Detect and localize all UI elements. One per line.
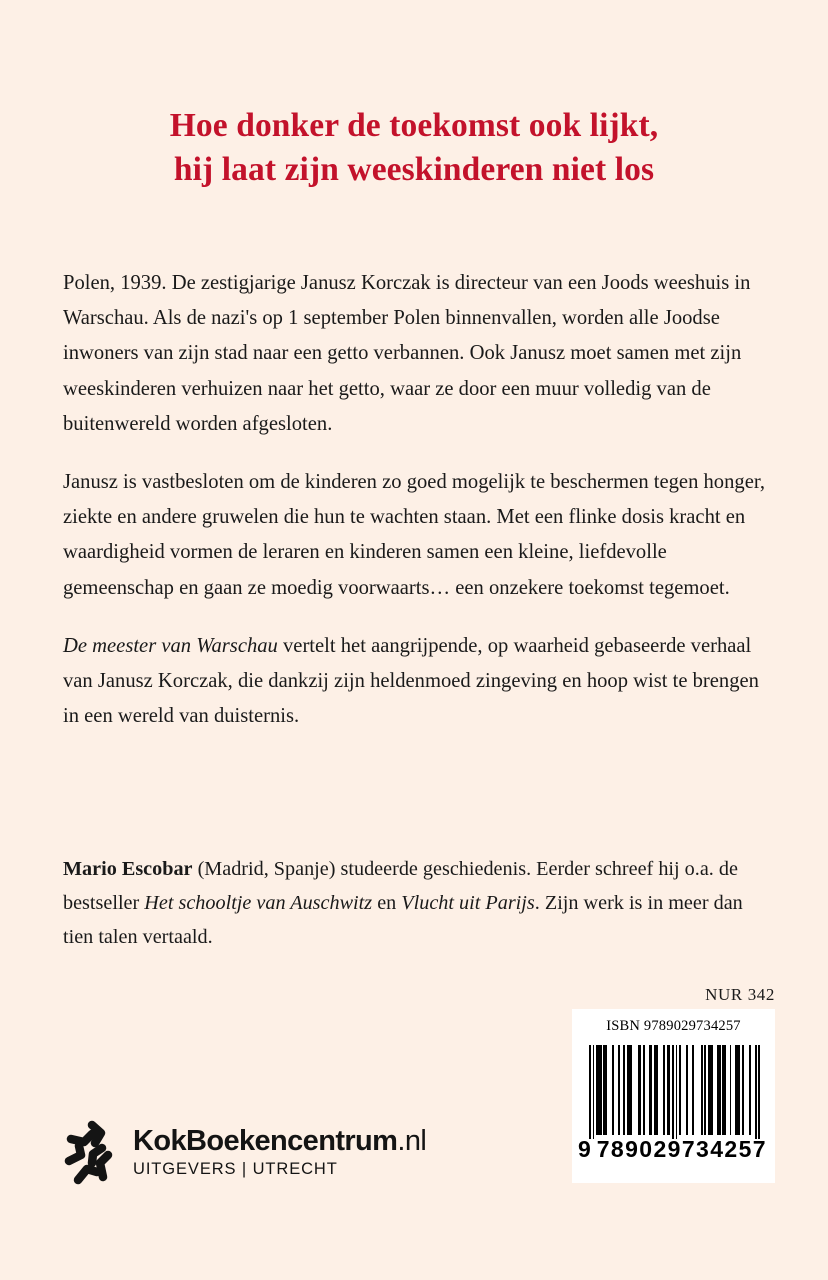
publisher-name — [133, 1124, 427, 1157]
headline-line-1: Hoe donker de toekomst ook lijkt, — [169, 107, 659, 144]
barcode-block — [572, 1009, 775, 1183]
blurb-text — [63, 266, 768, 734]
nur-code: NUR 342 — [705, 985, 775, 1004]
author-bio-segment-2: en — [372, 892, 402, 914]
blurb-paragraph-3-rest: vertelt het aangrijpende, op waarheid gebaseerde verhaal van Janusz Korczak, die dankzij zijn heldenmoed zingeving en hoop wist te brengen in een wereld van duisternis. — [63, 634, 759, 728]
isbn-label: ISBN 9789029734257 — [606, 1018, 741, 1034]
blurb-paragraph-3 — [63, 629, 768, 735]
kokboekencentrum-starburst-icon — [62, 1117, 120, 1187]
ean-digit-first: 9 — [578, 1135, 591, 1162]
blurb-paragraph-1: Polen, 1939. De zestigjarige Janusz Korczak is directeur van een Joods weeshuis in Warschau. Als de nazi's op 1 september Polen binnenvallen, worden alle Joodse inwoners van zijn stad naar een getto verbannen. Ook Janusz moet samen met zijn weeskinderen verhuizen naar het getto, waar ze door een muur volledig van de buitenwereld worden afgesloten. — [63, 272, 751, 435]
publisher-logo-text — [133, 1124, 427, 1178]
publisher-tagline: UITGEVERS | UTRECHT — [133, 1159, 338, 1178]
author-bio-segment-1: (Madrid, Spanje) studeerde geschiedenis. Eerder schreef hij o.a. de bestseller — [63, 858, 738, 914]
publisher-name-main: KokBoekencentrum — [133, 1124, 398, 1157]
author-bio — [63, 852, 768, 954]
publisher-logo — [62, 1117, 426, 1187]
author-book-title-2: Vlucht uit Parijs — [401, 892, 535, 914]
author-name: Mario Escobar — [63, 858, 193, 880]
ean13-digits — [578, 1135, 769, 1163]
book-title-italic: De meester van Warschau — [63, 634, 278, 657]
blurb-paragraph-2: Janusz is vastbesloten om de kinderen zo goed mogelijk te beschermen tegen honger, ziekte en andere gruwelen die hun te wachten staan. Met een flinke dosis kracht en waardigheid vormen de leraren en kinderen samen een kleine, liefdevolle gemeenschap en gaan ze moedig voorwaarts… een onzekere toekomst tegemoet. — [63, 471, 766, 599]
promo-headline — [63, 104, 765, 192]
author-book-title-1: Het schooltje van Auschwitz — [144, 892, 373, 914]
ean-group-left: 789029 — [596, 1135, 682, 1162]
author-bio-segment-3: . Zijn werk is in meer dan tien talen vertaald. — [63, 892, 743, 948]
ean13-barcode — [589, 1045, 761, 1135]
ean-group-right: 734257 — [681, 1135, 767, 1162]
publisher-name-tld: .nl — [397, 1124, 427, 1157]
headline-line-2: hij laat zijn weeskinderen niet los — [173, 151, 655, 188]
